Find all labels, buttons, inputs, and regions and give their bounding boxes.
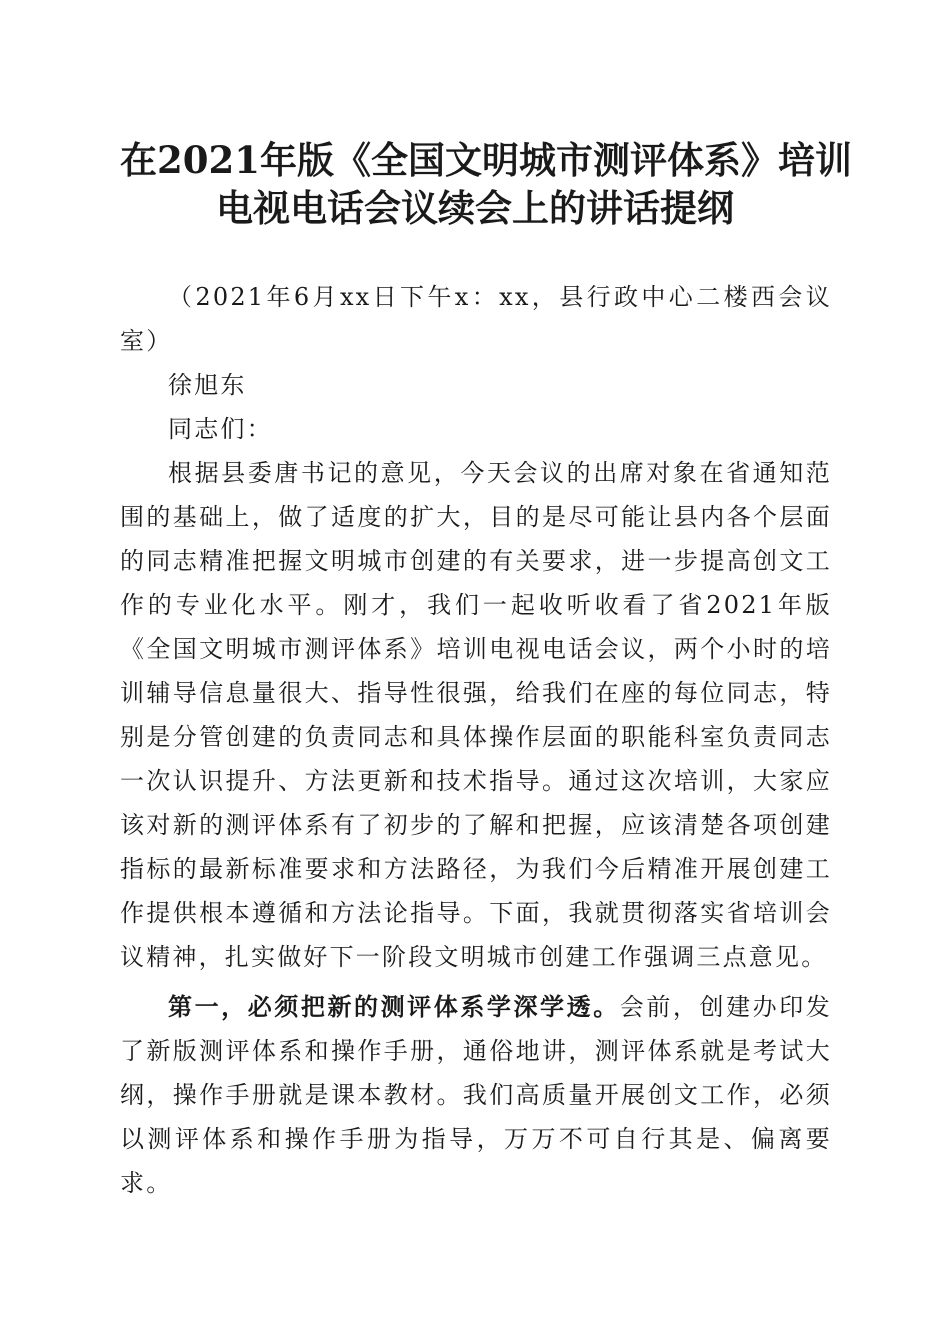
document-title <box>120 136 852 232</box>
title-line-2: 电视电话会议续会上的讲话提纲 <box>216 186 734 230</box>
paragraph-2-text: 会前，创建办印发了新版测评体系和操作手册，通俗地讲，测评体系就是考试大纲，操作手册就是课本教材。我们高质量开展创文工作，必须以测评体系和操作手册为指导，万万不可自行其是、偏离要求。 <box>120 993 832 1197</box>
paragraph-2-heading: 第一，必须把新的测评体系学深学透。 <box>168 992 620 1021</box>
salutation: 同志们： <box>168 415 273 443</box>
speaker-name: 徐旭东 <box>168 371 247 399</box>
title-line-1: 在2021年版《全国文明城市测评体系》培训 <box>120 138 852 182</box>
paragraph-2 <box>120 985 832 1205</box>
document-body <box>120 275 832 1205</box>
paragraph-1: 根据县委唐书记的意见，今天会议的出席对象在省通知范围的基础上，做了适度的扩大，目的是尽可能让县内各个层面的同志精准把握文明城市创建的有关要求，进一步提高创文工作的专业化水平。刚才，我们一起收听收看了省2021年版《全国文明城市测评体系》培训电视电话会议，两个小时的培训辅导信息量很大、指导性很强，给我们在座的每位同志，特别是分管创建的负责同志和具体操作层面的职能科室负责同志一次认识提升、方法更新和技术指导。通过这次培训，大家应该对新的测评体系有了初步的了解和把握，应该清楚各项创建指标的最新标准要求和方法路径，为我们今后精准开展创建工作提供根本遵循和方法论指导。下面，我就贯彻落实省培训会议精神，扎实做好下一阶段文明城市创建工作强调三点意见。 <box>120 459 832 971</box>
meeting-info: （2021年6月xx日下午x：xx，县行政中心二楼西会议室） <box>120 283 832 355</box>
